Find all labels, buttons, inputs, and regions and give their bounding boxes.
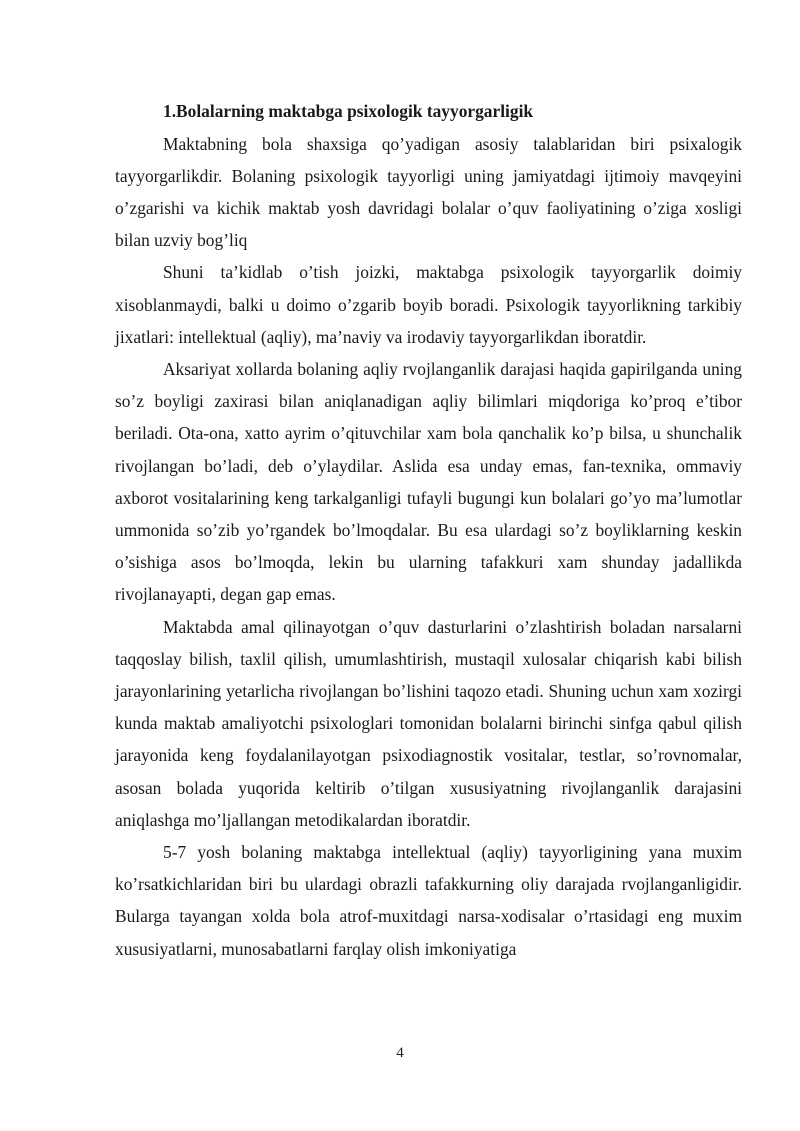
paragraph-2: Shuni ta’kidlab o’tish joizki, maktabga psixologik tayyorgarlik doimiy xisoblanmaydi, balki u doimo o’zgarib boyib boradi. Psixologik tayyorlikning tarkibiy jixatlari: intellektual (aqliy), ma’naviy va irodaviy tayyorgarlikdan iboratdir. — [115, 262, 742, 347]
paragraph-4: Maktabda amal qilinayotgan o’quv dasturlarini o’zlashtirish boladan narsalarni taqqoslay bilish, taxlil qilish, umumlashtirish, mustaqil xulosalar chiqarish kabi bilish jarayonlarining yetarlicha rivojlangan bo’lishini taqozo etadi. Shuning uchun xam xozirgi kunda maktab amaliyotchi psixologlari tomonidan bolalarni birinchi sinfga qabul qilish jarayonida keng foydalanilayotgan psixodiagnostik vositalar, testlar, so’rovnomalar, asosan bolada yuqorida keltirib o’tilgan xususiyatning rivojlanganlik darajasini aniqlashga mo’ljallangan metodikalardan iboratdir. — [115, 616, 742, 830]
page-number: 4 — [396, 1045, 404, 1061]
paragraph-5: 5-7 yosh bolaning maktabga intellektual (aqliy) tayyorligining yana muxim ko’rsatkichlaridan biri bu ulardagi obrazli tafakkurning oliy darajada rvojlanganligidir. Bularga tayangan xolda bola atrof-muxitdagi narsa-xodisalar o’rtasidagi eng muxim xususiyatlarni, munosabatlarni farqlay olish imkoniyatiga — [115, 842, 742, 959]
page-body — [115, 96, 742, 965]
paragraph-1: Maktabning bola shaxsiga qo’yadigan asosiy talablaridan biri psixalogik tayyorgarlikdir. Bolaning psixologik tayyorligi uning jamiyatdagi ijtimoiy mavqeyini o’zgarishi va kichik maktab yosh davridagi bolalar o’quv faoliyatining o’ziga xosligi bilan uzviy bog’liq — [115, 133, 742, 251]
section-heading: 1.Bolalarning maktabga psixologik tayyorgarligik — [163, 101, 534, 121]
paragraph-3: Aksariyat xollarda bolaning aqliy rvojlanganlik darajasi haqida gapirilganda uning so’z boyligi zaxirasi bilan aniqlanadigan aqliy bilimlari miqdoriga ko’proq e’tibor beriladi. Ota-ona, xatto ayrim o’qituvchilar xam bola qanchalik ko’p bilsa, u shunchalik rivojlangan bo’ladi, deb o’ylaydilar. Aslida esa unday emas, fan-texnika, ommaviy axborot vositalarining keng tarkalganligi tufayli bugungi kun bolalari go’yo ma’lumotlar ummonida so’zib yo’rgandek bo’lmoqdalar. Bu esa ulardagi so’z boyliklarning keskin o’sishiga asos bo’lmoqda, lekin bu ularning tafakkuri xam shunday jadallikda rivojlanayapti, degan gap emas. — [115, 359, 742, 605]
